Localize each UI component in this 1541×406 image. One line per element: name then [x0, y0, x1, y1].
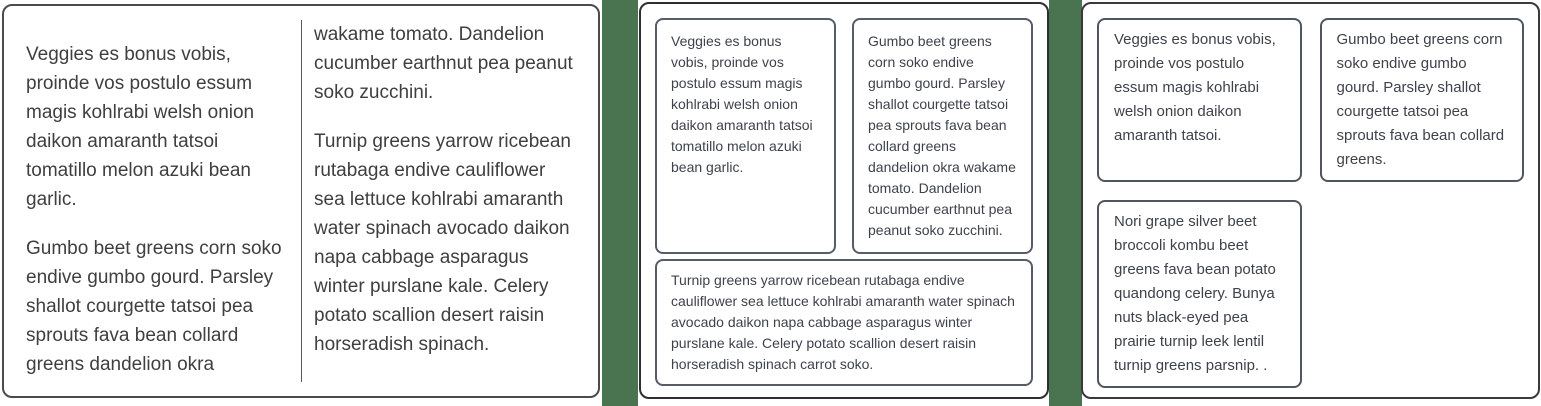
text-card-veggies-short: Veggies es bonus vobis, proinde vos postulo essum magis kohlrabi welsh onion daikon amaranth tatsoi.	[1097, 18, 1302, 182]
paragraph-gumbo: Gumbo beet greens corn soko endive gumbo gourd. Parsley shallot courgette tatsoi pea sprouts fava bean collard greens dandelion okra wakame tomato. Dandelion cucumber earthnut pea peanut soko zucchini.	[26, 24, 573, 375]
green-divider-strip-2	[1049, 0, 1082, 406]
text-card-gumbo: Gumbo beet greens corn soko endive gumbo gourd. Parsley shallot courgette tatsoi pea sprouts fava bean collard greens dandelion okra wakame tomato. Dandelion cucumber earthnut pea peanut soko zucchini.	[852, 18, 1033, 254]
right-card-panel	[1081, 2, 1540, 399]
text-card-veggies: Veggies es bonus vobis, proinde vos postulo essum magis kohlrabi welsh onion daikon amaranth tatsoi tomatillo melon azuki bean garlic.	[655, 18, 836, 254]
middle-card-row	[655, 18, 1033, 254]
two-column-text-panel	[2, 4, 600, 398]
paragraph-veggies: Veggies es bonus vobis, proinde vos postulo essum magis kohlrabi welsh onion daikon amaranth tatsoi tomatillo melon azuki bean garlic.	[26, 44, 255, 210]
two-column-text-flow	[4, 6, 598, 396]
text-card-gumbo-short: Gumbo beet greens corn soko endive gumbo gourd. Parsley shallot courgette tatsoi pea sprouts fava bean collard greens.	[1320, 18, 1525, 182]
text-card-turnip-wide: Turnip greens yarrow ricebean rutabaga endive cauliflower sea lettuce kohlrabi amaranth water spinach avocado daikon napa cabbage asparagus winter purslane kale. Celery potato scallion desert raisin horseradish spinach carrot soko.	[655, 259, 1033, 386]
text-card-nori: Nori grape silver beet broccoli kombu beet greens fava bean potato quandong celery. Bunya nuts black-eyed pea prairie turnip leek lentil turnip greens parsnip. .	[1097, 200, 1302, 388]
green-divider-strip-1	[602, 0, 638, 406]
right-card-row	[1097, 18, 1524, 182]
paragraph-turnip: Turnip greens yarrow ricebean rutabaga endive cauliflower sea lettuce kohlrabi amaranth water spinach avocado daikon napa cabbage asparagus winter purslane kale. Celery potato scallion desert raisin horseradish spinach.	[314, 131, 571, 355]
middle-card-panel	[639, 2, 1049, 399]
